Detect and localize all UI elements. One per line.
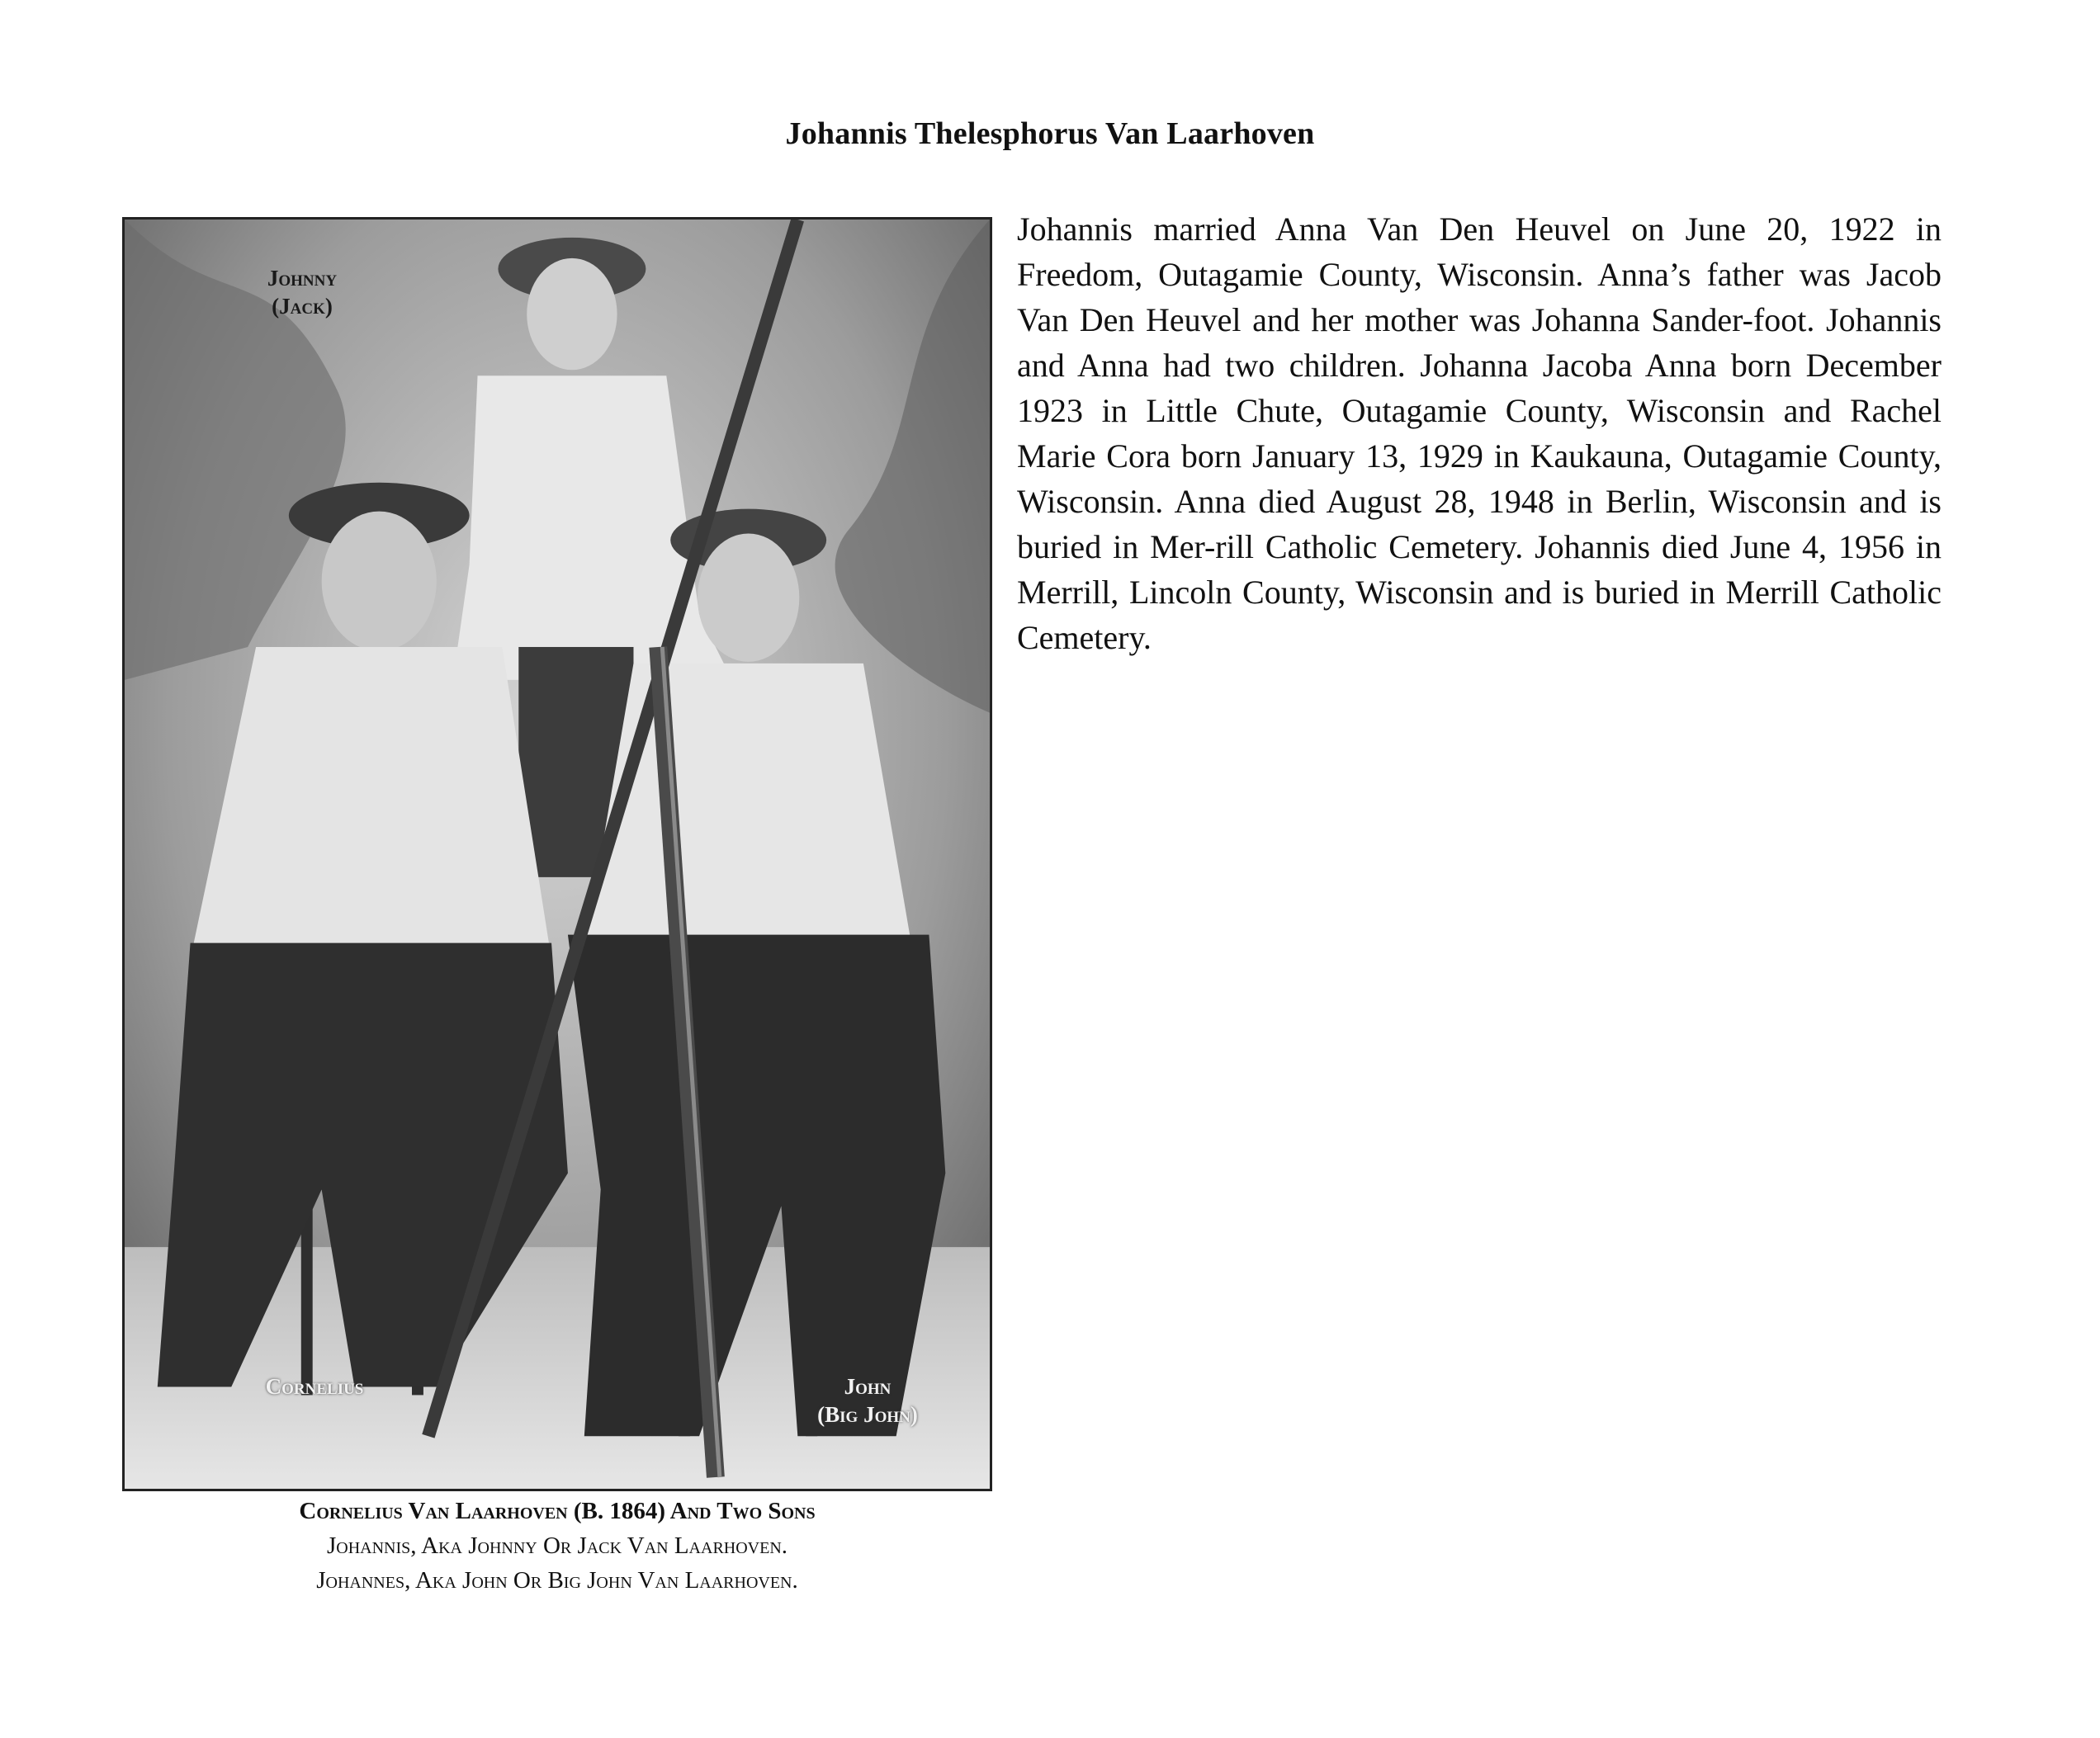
family-photo	[122, 217, 992, 1491]
photo-illustration	[125, 220, 990, 1489]
photo-caption	[122, 1494, 992, 1598]
label-john-name: John	[844, 1374, 892, 1399]
photo-label-cornelius	[215, 1373, 414, 1401]
biography-paragraph: Johannis married Anna Van Den Heuvel on June 20, 1922 in Freedom, Outagamie County, Wisconsin. Anna’s father was Jacob Van Den Heuvel and her mother was Johanna Sander-foot. Johannis and Anna had two children. Johanna Jacoba Anna born December 1923 in Little Chute, Outagamie County, Wisconsin and Rachel Marie Cora born January 13, 1929 in Kaukauna, Outagamie County, Wisconsin. Anna died August 28, 1948 in Berlin, Wisconsin and is buried in Mer-rill Catholic Cemetery. Johannis died June 4, 1956 in Merrill, Lincoln County, Wisconsin and is buried in Merrill Catholic Cemetery.	[1017, 210, 1942, 656]
page-title: Johannis Thelesphorus Van Laarhoven	[785, 116, 1315, 151]
caption-line-johannes: Johannes, Aka John Or Big John Van Laarhoven.	[316, 1567, 798, 1594]
caption-line-johannis: Johannis, Aka Johnny Or Jack Van Laarhoven.	[326, 1533, 788, 1560]
label-johnny-name: Johnny	[267, 266, 338, 290]
label-cornelius-name: Cornelius	[265, 1374, 364, 1399]
photo-label-johnny	[224, 265, 381, 321]
caption-title: Cornelius Van Laarhoven (B. 1864) And Two Sons	[299, 1498, 816, 1524]
label-john-nickname: (Big John)	[817, 1401, 918, 1427]
label-johnny-nickname: (Jack)	[272, 293, 333, 319]
photo-label-john	[777, 1373, 958, 1429]
